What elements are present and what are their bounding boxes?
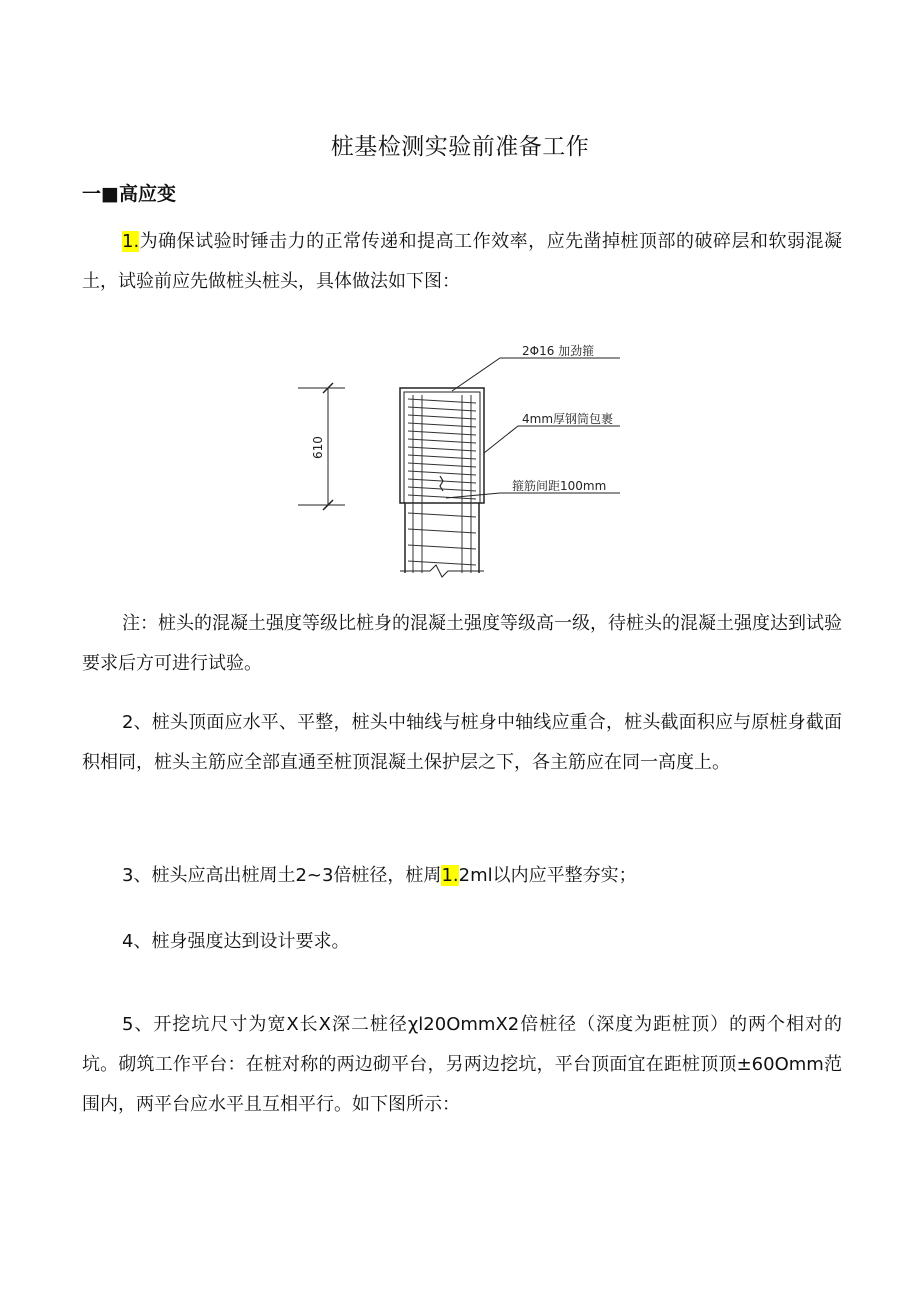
paragraph-3: [82, 856, 842, 896]
label-stiffener-ring: 2Φ16 加劲箍: [522, 344, 595, 358]
dimension-610-label: 610: [311, 436, 325, 459]
paragraph-1-text: 为确保试验时锤击力的正常传递和提高工作效率，应先凿掉桩顶部的破碎层和软弱混凝土，试验前应先做桩头桩头，具体做法如下图：: [82, 231, 842, 292]
label-steel-casing: 4mm厚钢筒包裹: [522, 412, 614, 426]
label-stirrup-spacing: 箍筋间距100mm: [512, 479, 607, 493]
page-title: 桩基检测实验前准备工作: [330, 134, 590, 160]
note-paragraph: 注：桩头的混凝土强度等级比桩身的混凝土强度等级高一级，待桩头的混凝土强度达到试验要求后方可进行试验。: [82, 613, 842, 674]
paragraph-5: 5、开挖坑尺寸为宽X长X深二桩径χl20OmmX2倍桩径（深度为距桩顶）的两个相对的坑。砌筑工作平台：在桩对称的两边砌平台，另两边挖坑，平台顶面宜在距桩顶顶±60Omm范围内，两平台应水平且互相平行。如下图所示：: [82, 1014, 842, 1115]
paragraph-2: 2、桩头顶面应水平、平整，桩头中轴线与桩身中轴线应重合，桩头截面积应与原桩身截面积相同，桩头主筋应全部直通至桩顶混凝土保护层之下，各主筋应在同一高度上。: [82, 712, 842, 773]
highlight-3: 1.: [441, 865, 459, 886]
paragraph-1: [82, 222, 842, 302]
pile-head-figure: [290, 333, 630, 578]
paragraph-3-after: 2ml以内应平整夯实；: [458, 865, 637, 886]
paragraph-3-before: 3、桩头应高出桩周土2~3倍桩径，桩周: [122, 865, 442, 886]
paragraph-4: 4、桩身强度达到设计要求。: [122, 931, 350, 952]
highlight-1: 1.: [122, 231, 140, 252]
section-heading-high-strain: 一■高应变: [82, 183, 176, 205]
